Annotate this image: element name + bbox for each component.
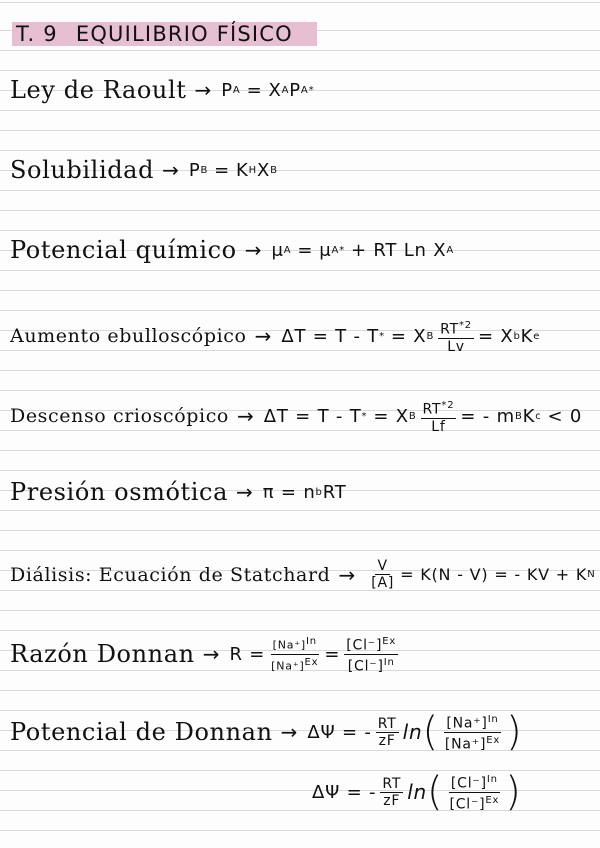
raoult-row <box>10 76 314 104</box>
arrow-icon: → <box>244 238 262 262</box>
potencial-row <box>10 236 454 264</box>
right-paren: ) <box>505 769 522 816</box>
page-title <box>12 22 317 46</box>
pot-donnan-fraction-2: $\frac{RT}{zF}$ <box>382 775 402 809</box>
donnan-formula: R = $\frac{[Na^+]^{In}}{[Na^+]^{Ex}}$ = $\frac{[Cl^-]^{Ex}}{[Cl^-]^{In}}$ <box>229 636 397 675</box>
osmotica-formula: π = n b RT <box>262 481 347 503</box>
ebullo-row <box>10 318 540 355</box>
arrow-icon: → <box>202 642 220 667</box>
solubilidad-row <box>10 156 278 184</box>
dialisis-row <box>10 558 595 591</box>
left-paren: ( <box>427 769 444 816</box>
dialisis-label: Diálisis: Ecuación de Statchard <box>10 563 331 586</box>
topic-number: T. 9 <box>16 22 58 46</box>
arrow-icon: → <box>338 562 356 587</box>
pot-donnan-row <box>10 709 523 756</box>
arrow-icon: → <box>280 720 298 745</box>
arrow-icon: → <box>236 404 254 429</box>
dialisis-formula: $\frac{V}{[A]}$ = K(N - V) = - KV + K N <box>371 558 596 591</box>
arrow-icon: → <box>236 480 253 504</box>
potencial-label: Potencial químico <box>10 236 237 264</box>
pot-donnan-formula-1: ΔΨ = - $\frac{RT}{zF}$ ln ( $\frac{[Na^+]^{In}}{[Na^+]^{Ex}}$ ) <box>307 709 523 756</box>
ebullo-formula: ΔT = T - T * = X B $\frac{RT^{*2}}{Lv}$ = X b K e <box>281 320 541 355</box>
ebullo-label: Aumento ebulloscópico <box>10 325 247 348</box>
donnan-fraction-cl: $\frac{[Cl^-]^{Ex}}{[Cl^-]^{In}}$ <box>346 636 397 675</box>
raoult-label: Ley de Raoult <box>10 76 187 104</box>
ebullo-fraction: $\frac{RT^{*2}}{Lv}$ <box>440 320 472 355</box>
solubilidad-label: Solubilidad <box>10 156 155 184</box>
pot-donnan-inner-fraction-2: $\frac{[Cl^-]^{In}}{[Cl^-]^{Ex}}$ <box>449 774 500 813</box>
crio-formula: ΔT = T - T * = X B $\frac{RT^{*2}}{Lf}$ = - m B K c < 0 <box>263 400 583 435</box>
donnan-fraction-na: $\frac{[Na^+]^{In}}{[Na^+]^{Ex}}$ <box>271 636 319 673</box>
pot-donnan-row-2 <box>312 769 522 816</box>
osmotica-row <box>10 478 347 506</box>
arrow-icon: → <box>162 158 179 182</box>
topic-title: EQUILIBRIO FÍSICO <box>75 22 293 46</box>
arrow-icon: → <box>254 324 272 349</box>
pot-donnan-fraction-1: $\frac{RT}{zF}$ <box>377 715 397 749</box>
pot-donnan-inner-fraction-1: $\frac{[Na^+]^{In}}{[Na^+]^{Ex}}$ <box>444 714 501 753</box>
osmotica-label: Presión osmótica <box>10 478 228 506</box>
right-paren: ) <box>506 709 523 756</box>
pot-donnan-formula-2: ΔΨ = - $\frac{RT}{zF}$ ln ( $\frac{[Cl^-]^{In}}{[Cl^-]^{Ex}}$ ) <box>312 769 522 816</box>
dialisis-fraction: $\frac{V}{[A]}$ <box>371 558 395 591</box>
arrow-icon: → <box>194 78 212 102</box>
crio-row <box>10 398 582 435</box>
donnan-row <box>10 634 402 674</box>
crio-label: Descenso crioscópico <box>10 405 229 428</box>
left-paren: ( <box>422 709 439 756</box>
solubilidad-formula: P B = K H X B <box>188 159 278 181</box>
raoult-formula: P A = X A P A * <box>221 79 315 101</box>
potencial-formula: μ A = μ A * + RT Ln X A <box>271 239 455 261</box>
pot-donnan-label: Potencial de Donnan <box>10 718 273 747</box>
crio-fraction: $\frac{RT^{*2}}{Lf}$ <box>422 400 455 435</box>
donnan-label: Razón Donnan <box>10 640 195 669</box>
